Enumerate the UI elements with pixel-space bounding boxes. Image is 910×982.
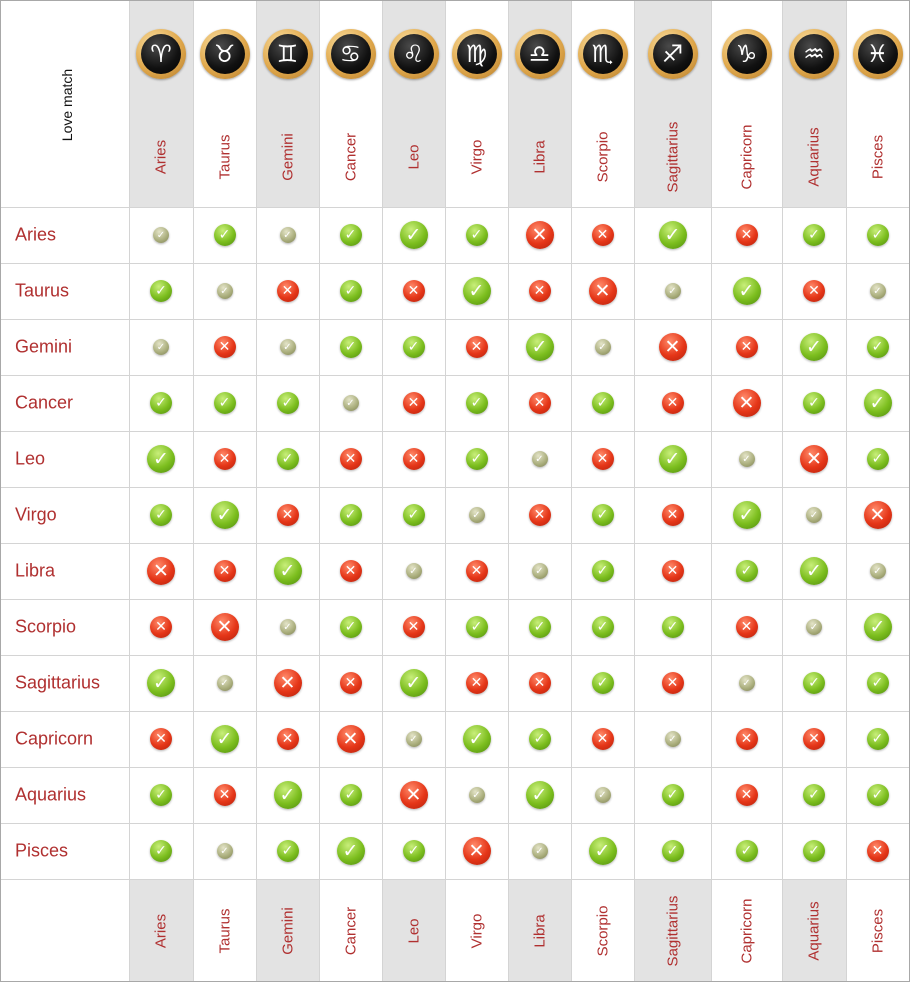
- mismatch-cross-icon: ✕: [529, 672, 551, 694]
- mismatch-cross-icon: ✕: [736, 616, 758, 638]
- match-check-icon: ✓: [592, 560, 614, 582]
- zodiac-taurus-icon: [200, 29, 250, 79]
- row-label-sagittarius: Sagittarius: [15, 672, 101, 693]
- corner-label: Love match: [59, 68, 75, 142]
- match-check-icon: ✓: [529, 728, 551, 750]
- match-check-icon: ✓: [277, 392, 299, 414]
- mismatch-cross-icon: ✕: [736, 336, 758, 358]
- match-check-icon: ✓: [592, 672, 614, 694]
- mismatch-cross-icon: ✕: [526, 221, 554, 249]
- row-label-gemini: Gemini: [15, 336, 73, 357]
- match-check-icon: ✓: [803, 224, 825, 246]
- mismatch-cross-icon: ✕: [803, 728, 825, 750]
- match-check-icon: ✓: [400, 669, 428, 697]
- column-header-scorpio: Scorpio: [594, 131, 611, 183]
- grid-line: [1, 487, 909, 488]
- match-check-icon: ✓: [806, 507, 822, 523]
- match-check-icon: ✓: [150, 840, 172, 862]
- mismatch-cross-icon: ✕: [867, 840, 889, 862]
- mismatch-cross-icon: ✕: [589, 277, 617, 305]
- match-check-icon: ✓: [280, 227, 296, 243]
- row-label-aries: Aries: [15, 224, 57, 245]
- match-check-icon: ✓: [665, 731, 681, 747]
- zodiac-leo-icon: [389, 29, 439, 79]
- mismatch-cross-icon: ✕: [340, 560, 362, 582]
- zodiac-sagittarius-icon: [648, 29, 698, 79]
- mismatch-cross-icon: ✕: [662, 392, 684, 414]
- grid-line: [508, 1, 509, 981]
- match-check-icon: ✓: [340, 280, 362, 302]
- row-label-taurus: Taurus: [15, 280, 70, 301]
- match-check-icon: ✓: [274, 557, 302, 585]
- column-footer-capricorn: Capricorn: [738, 898, 755, 964]
- grid-line: [846, 1, 847, 981]
- match-check-icon: ✓: [147, 445, 175, 473]
- column-footer-taurus: Taurus: [216, 908, 233, 954]
- match-check-icon: ✓: [340, 616, 362, 638]
- mismatch-cross-icon: ✕: [662, 504, 684, 526]
- mismatch-cross-icon: ✕: [274, 669, 302, 697]
- match-check-icon: ✓: [867, 336, 889, 358]
- column-header-taurus: Taurus: [216, 134, 233, 180]
- column-header-gemini: Gemini: [279, 133, 296, 181]
- match-check-icon: ✓: [662, 616, 684, 638]
- row-label-virgo: Virgo: [15, 504, 57, 525]
- match-check-icon: ✓: [589, 837, 617, 865]
- grid-line: [1, 767, 909, 768]
- column-header-virgo: Virgo: [468, 139, 485, 175]
- match-check-icon: ✓: [217, 283, 233, 299]
- mismatch-cross-icon: ✕: [864, 501, 892, 529]
- match-check-icon: ✓: [867, 448, 889, 470]
- mismatch-cross-icon: ✕: [340, 672, 362, 694]
- mismatch-cross-icon: ✕: [463, 837, 491, 865]
- match-check-icon: ✓: [864, 389, 892, 417]
- match-check-icon: ✓: [867, 224, 889, 246]
- mismatch-cross-icon: ✕: [733, 389, 761, 417]
- grid-line: [1, 711, 909, 712]
- match-check-icon: ✓: [150, 784, 172, 806]
- zodiac-symbol: ♒: [794, 34, 834, 74]
- zodiac-aquarius-icon: [789, 29, 839, 79]
- zodiac-symbol: ♑: [727, 34, 767, 74]
- row-label-capricorn: Capricorn: [15, 728, 94, 749]
- grid-line: [782, 1, 783, 981]
- match-check-icon: ✓: [659, 221, 687, 249]
- mismatch-cross-icon: ✕: [592, 224, 614, 246]
- match-check-icon: ✓: [280, 619, 296, 635]
- mismatch-cross-icon: ✕: [662, 672, 684, 694]
- match-check-icon: ✓: [532, 451, 548, 467]
- column-header-pisces: Pisces: [869, 134, 886, 180]
- mismatch-cross-icon: ✕: [337, 725, 365, 753]
- column-header-libra: Libra: [531, 140, 548, 174]
- match-check-icon: ✓: [153, 227, 169, 243]
- mismatch-cross-icon: ✕: [529, 504, 551, 526]
- match-check-icon: ✓: [466, 448, 488, 470]
- column-footer-scorpio: Scorpio: [594, 905, 611, 957]
- grid-line: [1, 431, 909, 432]
- grid-line: [1, 879, 909, 880]
- match-check-icon: ✓: [337, 837, 365, 865]
- zodiac-symbol: ♊: [268, 34, 308, 74]
- match-check-icon: ✓: [662, 840, 684, 862]
- zodiac-scorpio-icon: [578, 29, 628, 79]
- zodiac-symbol: ♉: [205, 34, 245, 74]
- match-check-icon: ✓: [867, 672, 889, 694]
- match-check-icon: ✓: [870, 563, 886, 579]
- zodiac-symbol: ♏: [583, 34, 623, 74]
- column-header-leo: Leo: [405, 144, 422, 170]
- match-check-icon: ✓: [803, 392, 825, 414]
- zodiac-symbol: ♌: [394, 34, 434, 74]
- mismatch-cross-icon: ✕: [150, 728, 172, 750]
- match-check-icon: ✓: [736, 840, 758, 862]
- grid-line: [571, 1, 572, 981]
- column-header-aries: Aries: [152, 139, 170, 175]
- match-check-icon: ✓: [592, 504, 614, 526]
- match-check-icon: ✓: [803, 784, 825, 806]
- match-check-icon: ✓: [463, 725, 491, 753]
- match-check-icon: ✓: [870, 283, 886, 299]
- grid-line: [1, 543, 909, 544]
- match-check-icon: ✓: [150, 280, 172, 302]
- match-check-icon: ✓: [532, 843, 548, 859]
- grid-line: [634, 1, 635, 981]
- match-check-icon: ✓: [214, 392, 236, 414]
- column-footer-pisces: Pisces: [869, 908, 886, 954]
- grid-line: [1, 375, 909, 376]
- mismatch-cross-icon: ✕: [736, 224, 758, 246]
- row-label-leo: Leo: [15, 448, 46, 469]
- match-check-icon: ✓: [867, 728, 889, 750]
- match-check-icon: ✓: [739, 451, 755, 467]
- match-check-icon: ✓: [403, 504, 425, 526]
- mismatch-cross-icon: ✕: [403, 392, 425, 414]
- mismatch-cross-icon: ✕: [662, 560, 684, 582]
- match-check-icon: ✓: [153, 339, 169, 355]
- grid-line: [1, 207, 909, 208]
- match-check-icon: ✓: [733, 501, 761, 529]
- grid-line: [256, 1, 257, 981]
- match-check-icon: ✓: [469, 507, 485, 523]
- column-header-cancer: Cancer: [342, 132, 359, 182]
- match-check-icon: ✓: [400, 221, 428, 249]
- match-check-icon: ✓: [736, 560, 758, 582]
- mismatch-cross-icon: ✕: [277, 728, 299, 750]
- grid-line: [1, 655, 909, 656]
- zodiac-aries-icon: [136, 29, 186, 79]
- zodiac-libra-icon: [515, 29, 565, 79]
- mismatch-cross-icon: ✕: [736, 728, 758, 750]
- mismatch-cross-icon: ✕: [147, 557, 175, 585]
- match-check-icon: ✓: [662, 784, 684, 806]
- mismatch-cross-icon: ✕: [592, 728, 614, 750]
- column-footer-cancer: Cancer: [342, 906, 359, 956]
- grid-line: [382, 1, 383, 981]
- mismatch-cross-icon: ✕: [214, 336, 236, 358]
- match-check-icon: ✓: [592, 616, 614, 638]
- column-footer-sagittarius: Sagittarius: [664, 895, 681, 967]
- match-check-icon: ✓: [803, 840, 825, 862]
- mismatch-cross-icon: ✕: [150, 616, 172, 638]
- match-check-icon: ✓: [150, 392, 172, 414]
- mismatch-cross-icon: ✕: [529, 392, 551, 414]
- match-check-icon: ✓: [343, 395, 359, 411]
- match-check-icon: ✓: [340, 504, 362, 526]
- grid-line: [1, 263, 909, 264]
- mismatch-cross-icon: ✕: [403, 448, 425, 470]
- row-label-pisces: Pisces: [15, 840, 69, 861]
- mismatch-cross-icon: ✕: [800, 445, 828, 473]
- column-header-capricorn: Capricorn: [738, 124, 755, 190]
- mismatch-cross-icon: ✕: [340, 448, 362, 470]
- mismatch-cross-icon: ✕: [277, 280, 299, 302]
- mismatch-cross-icon: ✕: [466, 672, 488, 694]
- match-check-icon: ✓: [659, 445, 687, 473]
- column-footer-libra: Libra: [531, 914, 548, 948]
- match-check-icon: ✓: [526, 333, 554, 361]
- grid-line: [1, 823, 909, 824]
- mismatch-cross-icon: ✕: [277, 504, 299, 526]
- match-check-icon: ✓: [803, 672, 825, 694]
- grid-line: [319, 1, 320, 981]
- column-footer-gemini: Gemini: [279, 907, 296, 955]
- match-check-icon: ✓: [277, 448, 299, 470]
- match-check-icon: ✓: [595, 787, 611, 803]
- match-check-icon: ✓: [592, 392, 614, 414]
- row-label-libra: Libra: [15, 560, 56, 581]
- column-footer-aries: Aries: [152, 913, 170, 949]
- zodiac-symbol: ♎: [520, 34, 560, 74]
- match-check-icon: ✓: [406, 563, 422, 579]
- mismatch-cross-icon: ✕: [466, 560, 488, 582]
- zodiac-symbol: ♍: [457, 34, 497, 74]
- mismatch-cross-icon: ✕: [736, 784, 758, 806]
- match-check-icon: ✓: [147, 669, 175, 697]
- match-check-icon: ✓: [406, 731, 422, 747]
- match-check-icon: ✓: [867, 784, 889, 806]
- grid-line: [445, 1, 446, 981]
- column-footer-virgo: Virgo: [468, 913, 485, 949]
- match-check-icon: ✓: [739, 675, 755, 691]
- zodiac-symbol: ♈: [141, 34, 181, 74]
- match-check-icon: ✓: [469, 787, 485, 803]
- match-check-icon: ✓: [800, 333, 828, 361]
- match-check-icon: ✓: [211, 725, 239, 753]
- zodiac-symbol: ♓: [858, 34, 898, 74]
- match-check-icon: ✓: [217, 675, 233, 691]
- column-footer-leo: Leo: [405, 918, 422, 944]
- grid-line: [1, 319, 909, 320]
- mismatch-cross-icon: ✕: [214, 448, 236, 470]
- mismatch-cross-icon: ✕: [529, 280, 551, 302]
- row-label-aquarius: Aquarius: [15, 784, 87, 805]
- row-label-scorpio: Scorpio: [15, 616, 77, 637]
- match-check-icon: ✓: [214, 224, 236, 246]
- match-check-icon: ✓: [800, 557, 828, 585]
- zodiac-symbol: ♋: [331, 34, 371, 74]
- match-check-icon: ✓: [466, 224, 488, 246]
- zodiac-gemini-icon: [263, 29, 313, 79]
- match-check-icon: ✓: [733, 277, 761, 305]
- grid-line: [193, 1, 194, 981]
- zodiac-symbol: ♐: [653, 34, 693, 74]
- match-check-icon: ✓: [280, 339, 296, 355]
- match-check-icon: ✓: [864, 613, 892, 641]
- match-check-icon: ✓: [665, 283, 681, 299]
- match-check-icon: ✓: [340, 224, 362, 246]
- match-check-icon: ✓: [532, 563, 548, 579]
- mismatch-cross-icon: ✕: [400, 781, 428, 809]
- match-check-icon: ✓: [211, 501, 239, 529]
- zodiac-cancer-icon: [326, 29, 376, 79]
- mismatch-cross-icon: ✕: [592, 448, 614, 470]
- mismatch-cross-icon: ✕: [403, 616, 425, 638]
- match-check-icon: ✓: [529, 616, 551, 638]
- match-check-icon: ✓: [340, 784, 362, 806]
- row-label-cancer: Cancer: [15, 392, 74, 413]
- match-check-icon: ✓: [595, 339, 611, 355]
- column-header-aquarius: Aquarius: [805, 127, 823, 187]
- zodiac-pisces-icon: [853, 29, 903, 79]
- mismatch-cross-icon: ✕: [659, 333, 687, 361]
- mismatch-cross-icon: ✕: [214, 560, 236, 582]
- match-check-icon: ✓: [403, 336, 425, 358]
- column-footer-aquarius: Aquarius: [805, 901, 823, 961]
- match-check-icon: ✓: [217, 843, 233, 859]
- grid-line: [129, 1, 130, 981]
- match-check-icon: ✓: [466, 616, 488, 638]
- match-check-icon: ✓: [403, 840, 425, 862]
- match-check-icon: ✓: [277, 840, 299, 862]
- match-check-icon: ✓: [466, 392, 488, 414]
- grid-line: [1, 599, 909, 600]
- match-check-icon: ✓: [463, 277, 491, 305]
- mismatch-cross-icon: ✕: [214, 784, 236, 806]
- mismatch-cross-icon: ✕: [466, 336, 488, 358]
- mismatch-cross-icon: ✕: [403, 280, 425, 302]
- column-header-sagittarius: Sagittarius: [664, 121, 681, 193]
- zodiac-virgo-icon: [452, 29, 502, 79]
- match-check-icon: ✓: [526, 781, 554, 809]
- match-check-icon: ✓: [806, 619, 822, 635]
- mismatch-cross-icon: ✕: [211, 613, 239, 641]
- match-check-icon: ✓: [150, 504, 172, 526]
- match-check-icon: ✓: [340, 336, 362, 358]
- grid-line: [711, 1, 712, 981]
- mismatch-cross-icon: ✕: [803, 280, 825, 302]
- zodiac-capricorn-icon: [722, 29, 772, 79]
- match-check-icon: ✓: [274, 781, 302, 809]
